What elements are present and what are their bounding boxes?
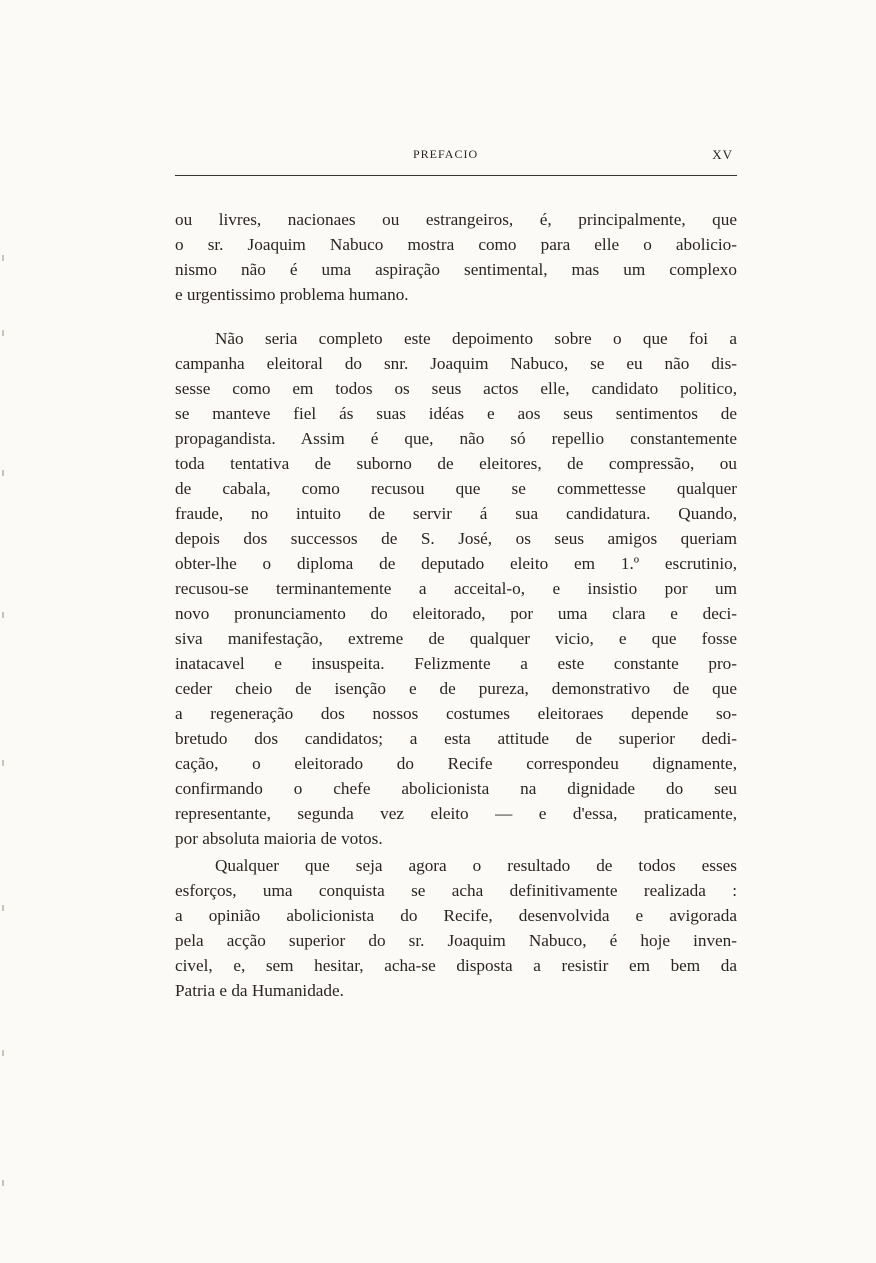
text-line: Qualquer que seja agora o resultado de todos esses	[215, 856, 737, 875]
paragraph	[175, 853, 737, 1003]
text-line: recusou-se terminantemente a acceital-o, e insistio por um	[175, 579, 737, 598]
text-line: ou livres, nacionaes ou estrangeiros, é, principalmente, que	[175, 210, 737, 229]
text-line: esforços, uma conquista se acha definitivamente realizada :	[175, 881, 737, 900]
text-line: novo pronunciamento do eleitorado, por uma clara e deci-	[175, 604, 737, 623]
paragraph	[175, 207, 737, 307]
text-line: inatacavel e insuspeita. Felizmente a este constante pro-	[175, 654, 737, 673]
text-line: Patria e da Humanidade.	[175, 981, 344, 1000]
text-line: a opinião abolicionista do Recife, desenvolvida e avigorada	[175, 906, 737, 925]
page-number: XV	[712, 147, 733, 162]
text-line: siva manifestação, extreme de qualquer vicio, e que fosse	[175, 629, 737, 648]
text-line: Não seria completo este depoimento sobre o que foi a	[215, 329, 737, 348]
text-line: toda tentativa de suborno de eleitores, de compressão, ou	[175, 454, 737, 473]
text-line: obter-lhe o diploma de deputado eleito em 1.º escrutinio,	[175, 554, 737, 573]
text-line: ceder cheio de isenção e de pureza, demonstrativo de que	[175, 679, 737, 698]
body-text	[175, 207, 737, 1003]
text-line: pela acção superior do sr. Joaquim Nabuco, é hoje inven-	[175, 931, 737, 950]
text-line: representante, segunda vez eleito — e d'essa, praticamente,	[175, 804, 737, 823]
paragraph	[175, 326, 737, 851]
text-line: sesse como em todos os seus actos elle, candidato politico,	[175, 379, 737, 398]
text-line: campanha eleitoral do snr. Joaquim Nabuco, se eu não dis-	[175, 354, 737, 373]
text-line: por absoluta maioria de votos.	[175, 829, 383, 848]
text-line: nismo não é uma aspiração sentimental, mas um complexo	[175, 260, 737, 279]
text-line: se manteve fiel ás suas idéas e aos seus sentimentos de	[175, 404, 737, 423]
page-edge-marks	[0, 0, 6, 1263]
text-line: propagandista. Assim é que, não só repellio constantemente	[175, 429, 737, 448]
running-header	[175, 147, 737, 169]
text-line: fraude, no intuito de servir á sua candidatura. Quando,	[175, 504, 737, 523]
text-line: e urgentissimo problema humano.	[175, 285, 409, 304]
text-line: civel, e, sem hesitar, acha-se disposta a resistir em bem da	[175, 956, 737, 975]
text-line: a regeneração dos nossos costumes eleitoraes depende so-	[175, 704, 737, 723]
header-rule	[175, 175, 737, 176]
text-line: depois dos successos de S. José, os seus amigos queriam	[175, 529, 737, 548]
text-line: cação, o eleitorado do Recife correspondeu dignamente,	[175, 754, 737, 773]
running-title: PREFACIO	[413, 147, 479, 161]
paragraph-gap	[175, 307, 737, 326]
text-line: confirmando o chefe abolicionista na dignidade do seu	[175, 779, 737, 798]
text-line: bretudo dos candidatos; a esta attitude de superior dedi-	[175, 729, 737, 748]
text-line: de cabala, como recusou que se commettesse qualquer	[175, 479, 737, 498]
text-line: o sr. Joaquim Nabuco mostra como para elle o abolicio-	[175, 235, 737, 254]
